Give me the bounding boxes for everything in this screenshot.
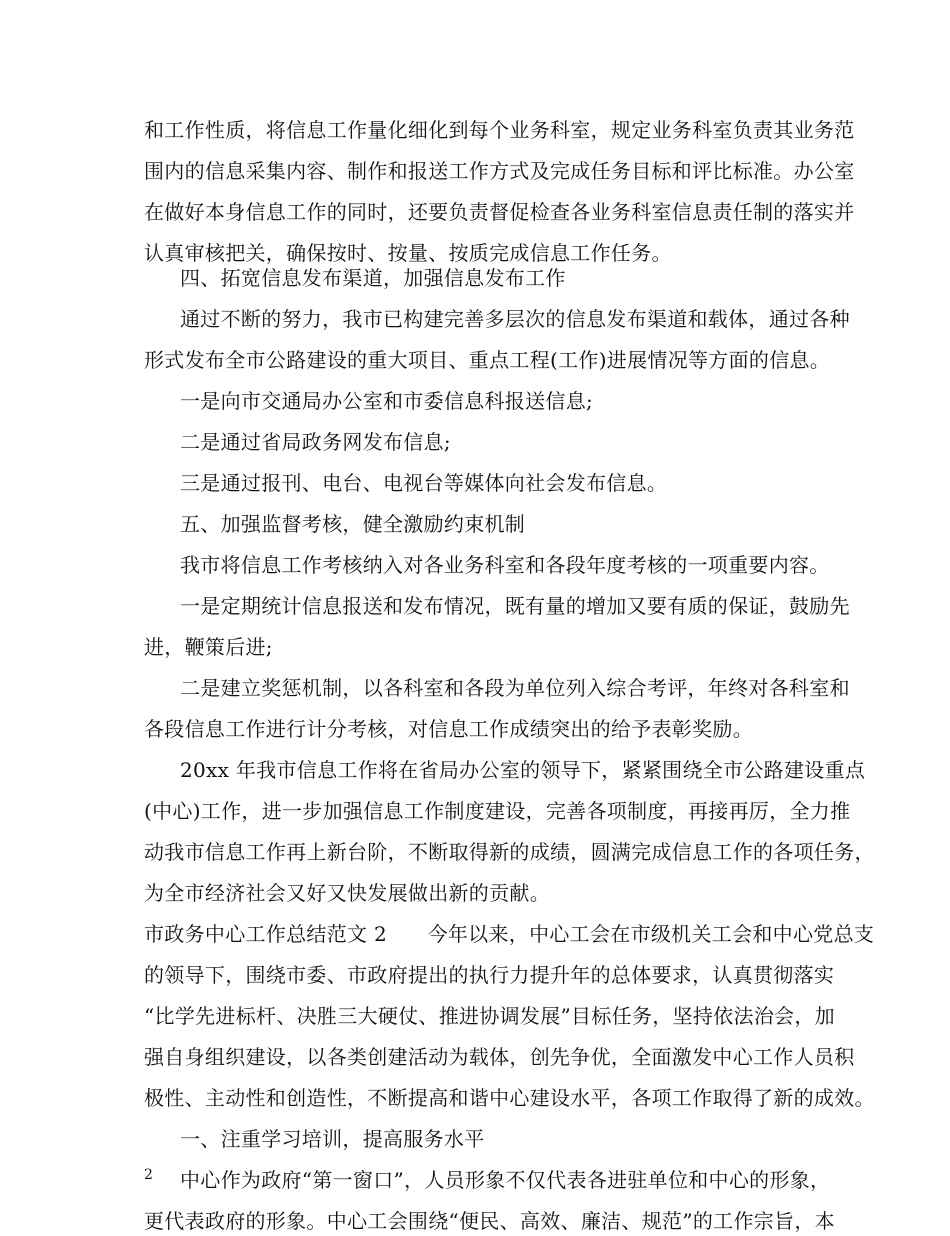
section-heading: 四、拓宽信息发布渠道，加强信息发布工作 — [180, 266, 566, 290]
list-item: 二是通过省局政务网发布信息; — [180, 430, 451, 454]
article-title-line: 市政务中心工作总结范文 2 今年以来，中心工会在市级机关工会和中心党总支 — [144, 922, 875, 946]
body-text-line: 围内的信息采集内容、制作和报送工作方式及完成任务目标和评比标准。办公室 — [144, 159, 855, 183]
section-heading: 一、注重学习培训，提高服务水平 — [180, 1127, 485, 1151]
list-item: 一是向市交通局办公室和市委信息科报送信息; — [180, 389, 594, 413]
body-text-line: 我市将信息工作考核纳入对各业务科室和各段年度考核的一项重要内容。 — [180, 553, 830, 577]
page-number: 2 — [144, 1167, 153, 1183]
body-text-line: 形式发布全市公路建设的重大项目、重点工程(工作)进展情况等方面的信息。 — [144, 348, 831, 372]
body-text-line: 20xx 年我市信息工作将在省局办公室的领导下，紧紧围绕全市公路建设重点 — [180, 758, 866, 782]
body-text-line: 动我市信息工作再上新台阶，不断取得新的成绩，圆满完成信息工作的各项任务， — [144, 840, 875, 864]
body-text-line: (中心)工作，进一步加强信息工作制度建设，完善各项制度，再接再厉，全力推 — [144, 799, 851, 823]
list-item: 三是通过报刊、电台、电视台等媒体向社会发布信息。 — [180, 471, 668, 495]
body-text-line: 在做好本身信息工作的同时，还要负责督促检查各业务科室信息责任制的落实并 — [144, 200, 855, 224]
body-text-line: 进，鞭策后进; — [144, 635, 273, 659]
body-text-line: 极性、主动性和创造性，不断提高和谐中心建设水平，各项工作取得了新的成效。 — [144, 1086, 875, 1110]
body-text-line: 通过不断的努力，我市已构建完善多层次的信息发布渠道和载体，通过各种 — [180, 307, 850, 331]
list-item: 二是建立奖惩机制，以各科室和各段为单位列入综合考评，年终对各科室和 — [180, 676, 850, 700]
body-text-line: 为全市经济社会又好又快发展做出新的贡献。 — [144, 881, 550, 905]
body-text-line: 中心作为政府“第一窗口”，人员形象不仅代表各进驻单位和中心的形象， — [180, 1168, 831, 1192]
body-text-line: 和工作性质，将信息工作量化细化到每个业务科室，规定业务科室负责其业务范 — [144, 118, 855, 142]
body-text-line: 认真审核把关，确保按时、按量、按质完成信息工作任务。 — [144, 241, 672, 265]
body-text-line: 各段信息工作进行计分考核，对信息工作成绩突出的给予表彰奖励。 — [144, 717, 753, 741]
list-item: 一是定期统计信息报送和发布情况，既有量的增加又要有质的保证，鼓励先 — [180, 594, 850, 618]
body-text-line: 更代表政府的形象。中心工会围绕“便民、高效、廉洁、规范”的工作宗旨，本 — [144, 1209, 835, 1233]
body-text-line: “比学先进标杆、决胜三大硬仗、推进协调发展”目标任务，坚持依法治会，加 — [144, 1004, 835, 1028]
body-text-line: 的领导下，围绕市委、市政府提出的执行力提升年的总体要求，认真贯彻落实 — [144, 963, 835, 987]
body-text-line: 强自身组织建设，以各类创建活动为载体，创先争优，全面激发中心工作人员积 — [144, 1045, 855, 1069]
section-heading: 五、加强监督考核，健全激励约束机制 — [180, 512, 526, 536]
